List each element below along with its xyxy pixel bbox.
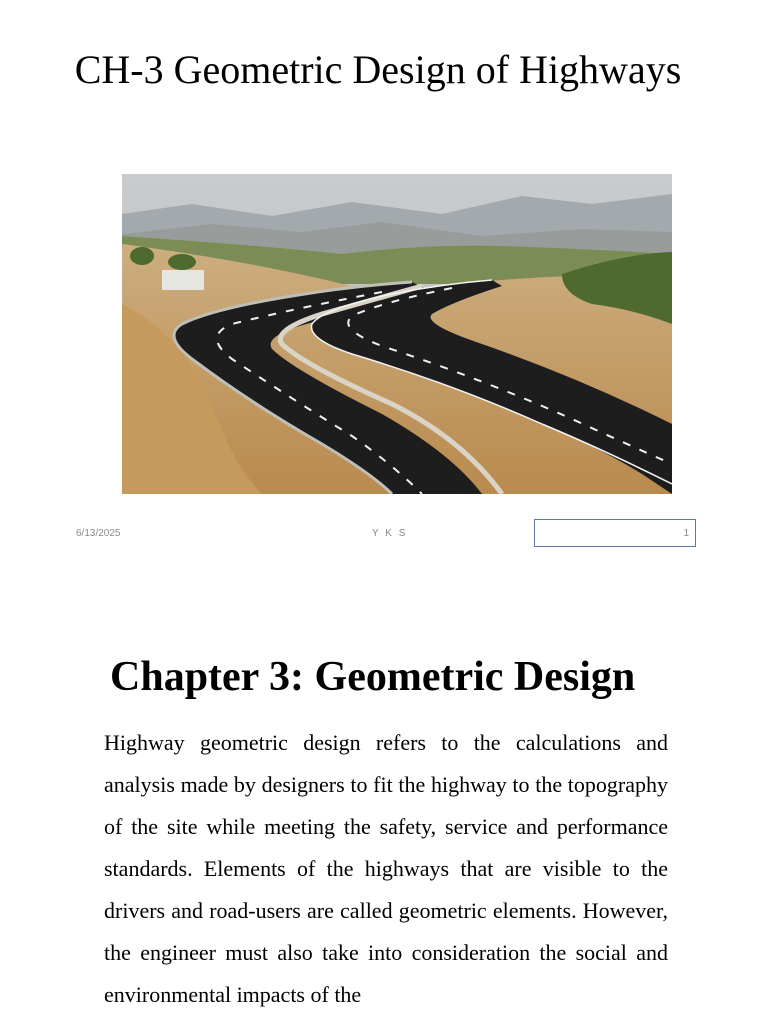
slide-date: 6/13/2025: [76, 528, 121, 539]
slide-number-box: [534, 519, 696, 547]
body-paragraph: Highway geometric design refers to the calculations and analysis made by designers to fit the highway to the topography of the site while meeting the safety, service and performance standards. Elements of the highways that are visible to the drivers and road-users are called geometric elements. However, the engineer must also take into consideration the social and environmental impacts of the: [104, 730, 668, 1007]
slide-author: Y K S: [372, 528, 408, 539]
slide-number: 1: [683, 528, 689, 539]
chapter-heading: Chapter 3: Geometric Design: [110, 654, 636, 700]
slide-title: CH-3 Geometric Design of Highways: [74, 47, 682, 92]
highway-photo: [122, 174, 672, 494]
